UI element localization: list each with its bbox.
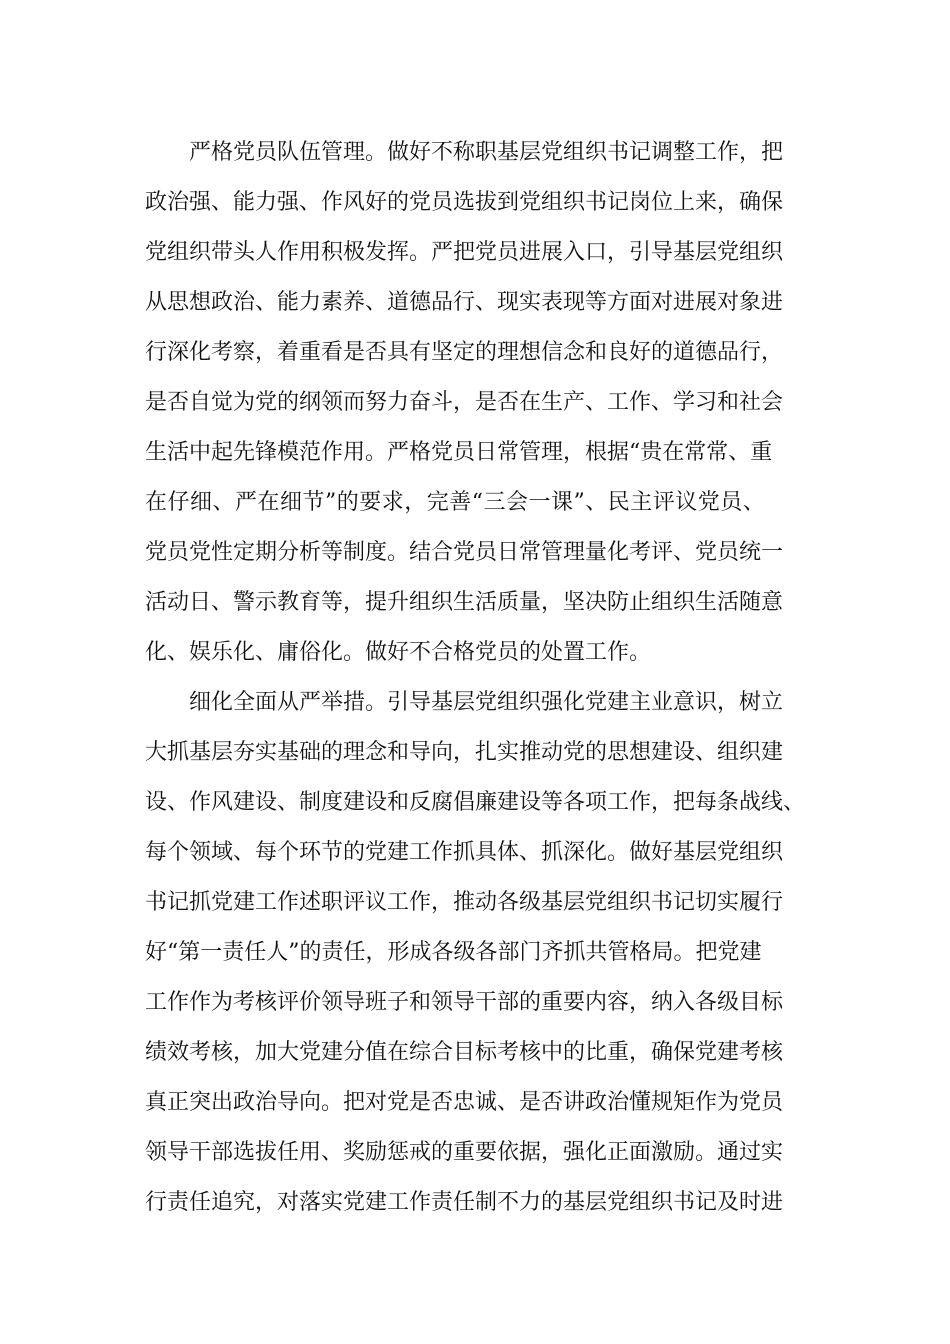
text-line: 是否自觉为党的纲领而努力奋斗，是否在生产、工作、学习和社会 [145, 390, 784, 415]
text-line: 化、娱乐化、庸俗化。做好不合格党员的处置工作。 [145, 640, 652, 665]
text-line: 书记抓党建工作述职评议工作，推动各级基层党组织书记切实履行 [145, 890, 784, 915]
text-line: 政治强、能力强、作风好的党员选拔到党组织书记岗位上来，确保 [145, 190, 784, 215]
text-line: 行深化考察，着重看是否具有坚定的理想信念和良好的道德品行， [145, 340, 784, 365]
text-line: 党组织带头人作用积极发挥。严把党员进展入口，引导基层党组织 [145, 240, 784, 265]
text-line: 大抓基层夯实基础的理念和导向，扎实推动党的思想建设、组织建 [145, 740, 784, 765]
text-line: 严格党员队伍管理。做好不称职基层党组织书记调整工作，把 [189, 140, 784, 165]
paragraph-strict-governance-measures [145, 678, 805, 1228]
text-line: 在仔细、严在细节”的要求，完善“三会一课”、民主评议党员、 [145, 490, 766, 515]
text-line: 领导干部选拔任用、奖励惩戒的重要依据，强化正面激励。通过实 [145, 1140, 784, 1165]
text-line: 真正突出政治导向。把对党是否忠诚、是否讲政治懂规矩作为党员 [145, 1090, 784, 1115]
text-line: 绩效考核，加大党建分值在综合目标考核中的比重，确保党建考核 [145, 1040, 784, 1065]
text-line: 好“第一责任人”的责任，形成各级各部门齐抓共管格局。把党建 [145, 940, 762, 965]
text-line: 每个领域、每个环节的党建工作抓具体、抓深化。做好基层党组织 [145, 840, 784, 865]
text-line: 设、作风建设、制度建设和反腐倡廉建设等各项工作，把每条战线、 [145, 790, 806, 815]
paragraph-party-member-management [145, 128, 805, 678]
text-line: 党员党性定期分析等制度。结合党员日常管理量化考评、党员统一 [145, 540, 784, 565]
text-line: 细化全面从严举措。引导基层党组织强化党建主业意识，树立 [189, 690, 784, 715]
text-line: 活动日、警示教育等，提升组织生活质量，坚决防止组织生活随意 [145, 590, 784, 615]
text-line: 从思想政治、能力素养、道德品行、现实表现等方面对进展对象进 [145, 290, 784, 315]
text-line: 行责任追究，对落实党建工作责任制不力的基层党组织书记及时进 [145, 1190, 784, 1215]
document-body [145, 128, 805, 1228]
text-line: 工作作为考核评价领导班子和领导干部的重要内容，纳入各级目标 [145, 990, 784, 1015]
text-line: 生活中起先锋模范作用。严格党员日常管理，根据“贵在常常、重 [145, 440, 773, 465]
